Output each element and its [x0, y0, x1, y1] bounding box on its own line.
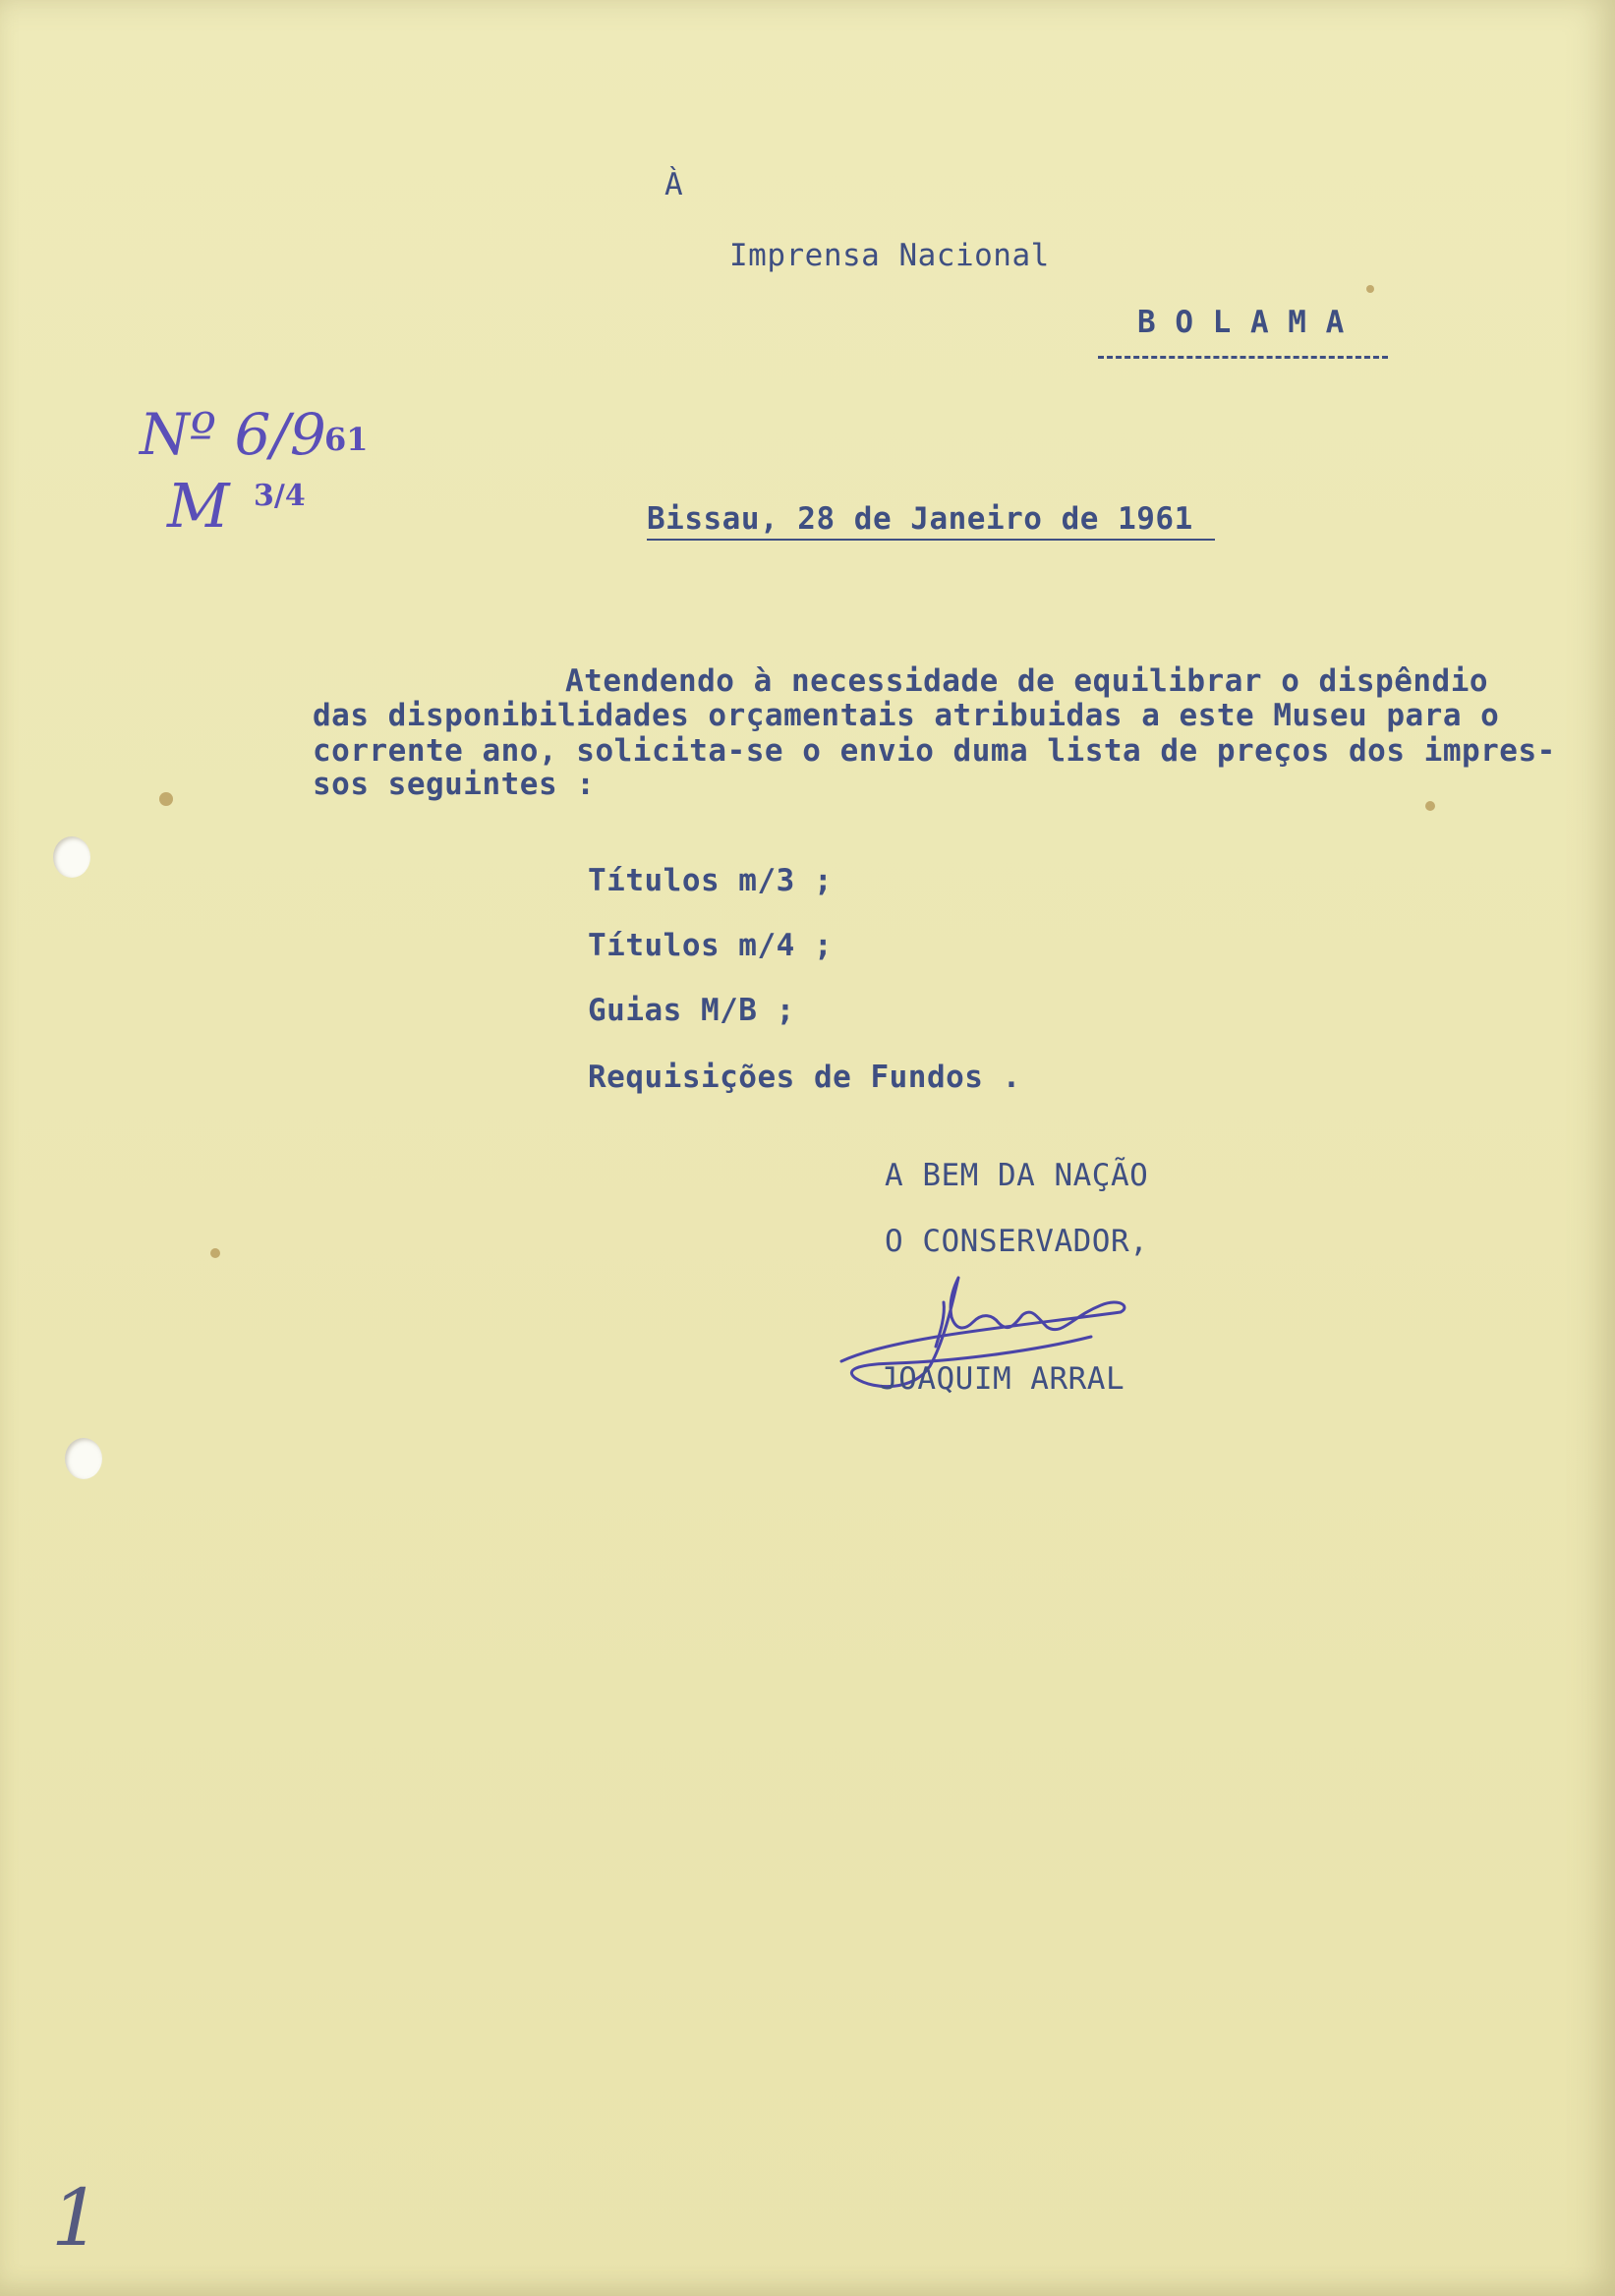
punch-hole-top	[53, 836, 90, 878]
signer-title: O CONSERVADOR,	[885, 1224, 1149, 1259]
list-item: Requisições de Fundos .	[588, 1060, 1021, 1095]
recipient-name: Imprensa Nacional	[729, 238, 1050, 273]
list-item: Títulos m/4 ;	[588, 928, 834, 963]
salutation: À	[664, 167, 684, 202]
handwritten-fraction: 3/4	[254, 479, 306, 513]
margin-mark: 1	[51, 2172, 101, 2264]
closing-formula: A BEM DA NAÇÃO	[885, 1158, 1149, 1193]
body-paragraph-line: das disponibilidades orçamentais atribuidas a este Museu para o	[313, 698, 1500, 733]
handwritten-reference-year: 61	[324, 421, 369, 458]
body-paragraph-line: corrente ano, solicita-se o envio duma lista de preços dos impres-	[313, 733, 1556, 769]
list-item: Títulos m/3 ;	[588, 863, 834, 898]
place-and-date: Bissau, 28 de Janeiro de 1961	[647, 501, 1193, 537]
date-underline	[647, 539, 1215, 541]
paper-stain	[1366, 285, 1374, 293]
list-item: Guias M/B ;	[588, 993, 795, 1028]
body-paragraph-line: Atendendo à necessidade de equilibrar o dispêndio	[565, 663, 1489, 699]
paper-stain	[1425, 801, 1435, 811]
signer-name: JOAQUIM ARRAL	[880, 1361, 1125, 1397]
city-underline	[1098, 356, 1388, 359]
recipient-city: B O L A M A	[1137, 305, 1345, 340]
handwritten-initial: M	[167, 470, 230, 542]
paper-stain	[159, 792, 173, 806]
paper-stain	[210, 1248, 220, 1258]
handwritten-reference: Nº 6/9	[140, 401, 326, 468]
body-paragraph-line: sos seguintes :	[313, 767, 596, 802]
punch-hole-bottom	[65, 1438, 102, 1479]
